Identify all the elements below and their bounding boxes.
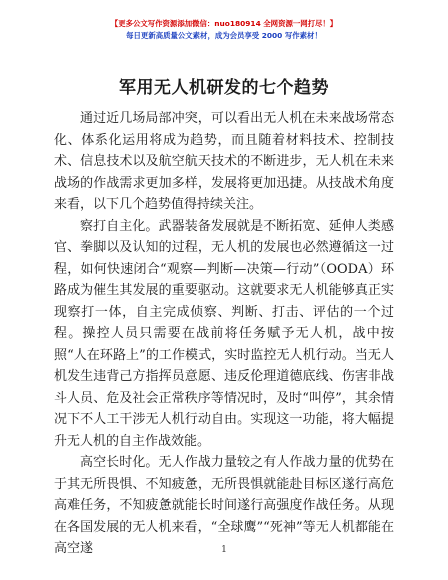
promo-banner-line-1: 【更多公文写作资源添加微信：nuo180914 全网资源一网打尽！】 xyxy=(110,19,338,28)
paragraph-intro: 通过近几场局部冲突，可以看出无人机在未来战场常态化、体系化运用将成为趋势，而且随着材料技术、控制技术、信息技术以及航空航天技术的不断进步，无人机在未来战场的作战需求更加多样，发展将更加迅捷。从技战术角度来看，以下几个趋势值得持续关注。 xyxy=(54,111,394,212)
document-body xyxy=(54,108,394,560)
paragraph-high-altitude: 高空长时化。无人作战力量较之有人作战力量的优势在于其无所畏惧、不知疲惫，无所畏惧就能赴目标区遂行高危高难任务，不知疲惫就能长时间遂行高强度作战任务。从现在各国发展的无人机来看，“全球鹰”“死神”等无人机都能在高空遂 xyxy=(54,455,394,556)
promo-banner-line-2: 每日更新高质量公文素材，成为会员享受 2000 写作素材！ xyxy=(126,31,322,40)
page-number: 1 xyxy=(221,545,227,555)
promo-banner xyxy=(0,18,448,42)
paragraph-autonomy: 察打自主化。武器装备发展就是不断拓宽、延伸人类感官、拳脚以及认知的过程，无人机的发展也必然遵循这一过程，如何快速闭合“观察—判断—决策—行动”（OODA）环路成为催生其发展的重要驱动。这就要求无人机能够真正实现察打一体，自主完成侦察、判断、打击、评估的一个过程。操控人员只需要在战前将任务赋予无人机，战中按照“人在环路上”的工作模式，实时监控无人机行动。当无人机发生违背己方指挥员意愿、违反伦理道德底线、伤害非战斗人员、危及社会正常秩序等情况时，及时“叫停”，其余情况下不人工干涉无人机行动自由。实现这一功能，将大幅提升无人机的自主作战效能。 xyxy=(54,218,394,449)
document-title: 军用无人机研发的七个趋势 xyxy=(119,78,329,98)
